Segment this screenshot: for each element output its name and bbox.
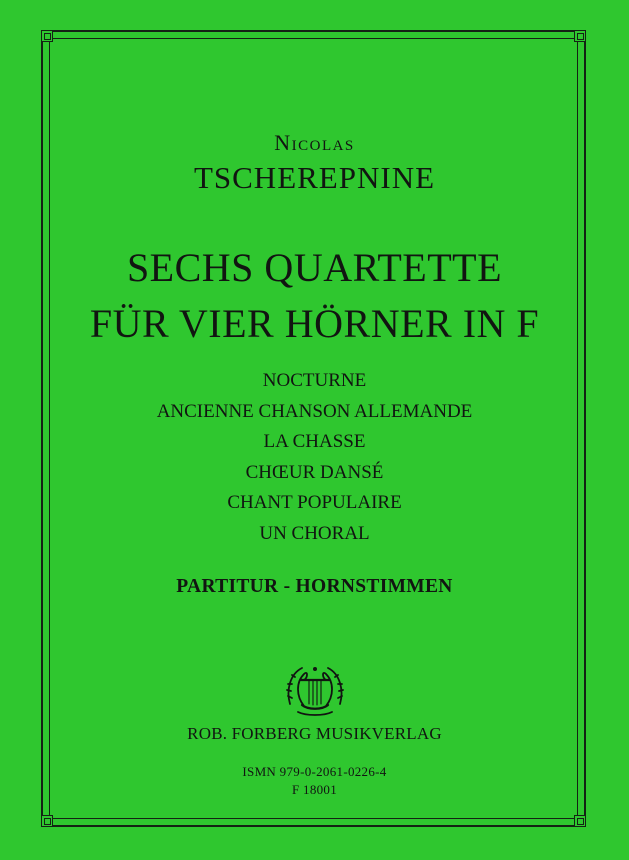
catalog-number: F 18001 bbox=[291, 782, 338, 797]
title-line-2: FÜR VIER HÖRNER IN F bbox=[89, 301, 540, 346]
ismn-number: ISMN 979-0-2061-0226-4 bbox=[242, 764, 387, 779]
movement-item: UN CHORAL bbox=[259, 522, 370, 544]
movement-item: NOCTURNE bbox=[262, 370, 367, 391]
lyre-icon bbox=[284, 660, 346, 718]
title-line-1: SECHS QUARTETTE bbox=[126, 245, 503, 290]
edition-label: PARTITUR - HORNSTIMMEN bbox=[176, 576, 453, 597]
movement-item: CHANT POPULAIRE bbox=[227, 492, 402, 513]
corner-ornament-icon bbox=[574, 815, 586, 827]
corner-ornament-icon bbox=[574, 30, 586, 42]
corner-ornament-icon bbox=[41, 815, 53, 827]
publisher-name: ROB. FORBERG MUSIKVERLAG bbox=[187, 724, 442, 743]
movement-item: CHŒUR DANSÉ bbox=[245, 461, 384, 483]
composer-first-name: Nicolas bbox=[274, 130, 355, 155]
corner-ornament-icon bbox=[41, 30, 53, 42]
movement-item: LA CHASSE bbox=[263, 431, 366, 452]
movement-item: ANCIENNE CHANSON ALLEMANDE bbox=[156, 400, 473, 422]
movement-list bbox=[0, 366, 629, 549]
composer-last-name: TSCHEREPNINE bbox=[193, 160, 436, 195]
